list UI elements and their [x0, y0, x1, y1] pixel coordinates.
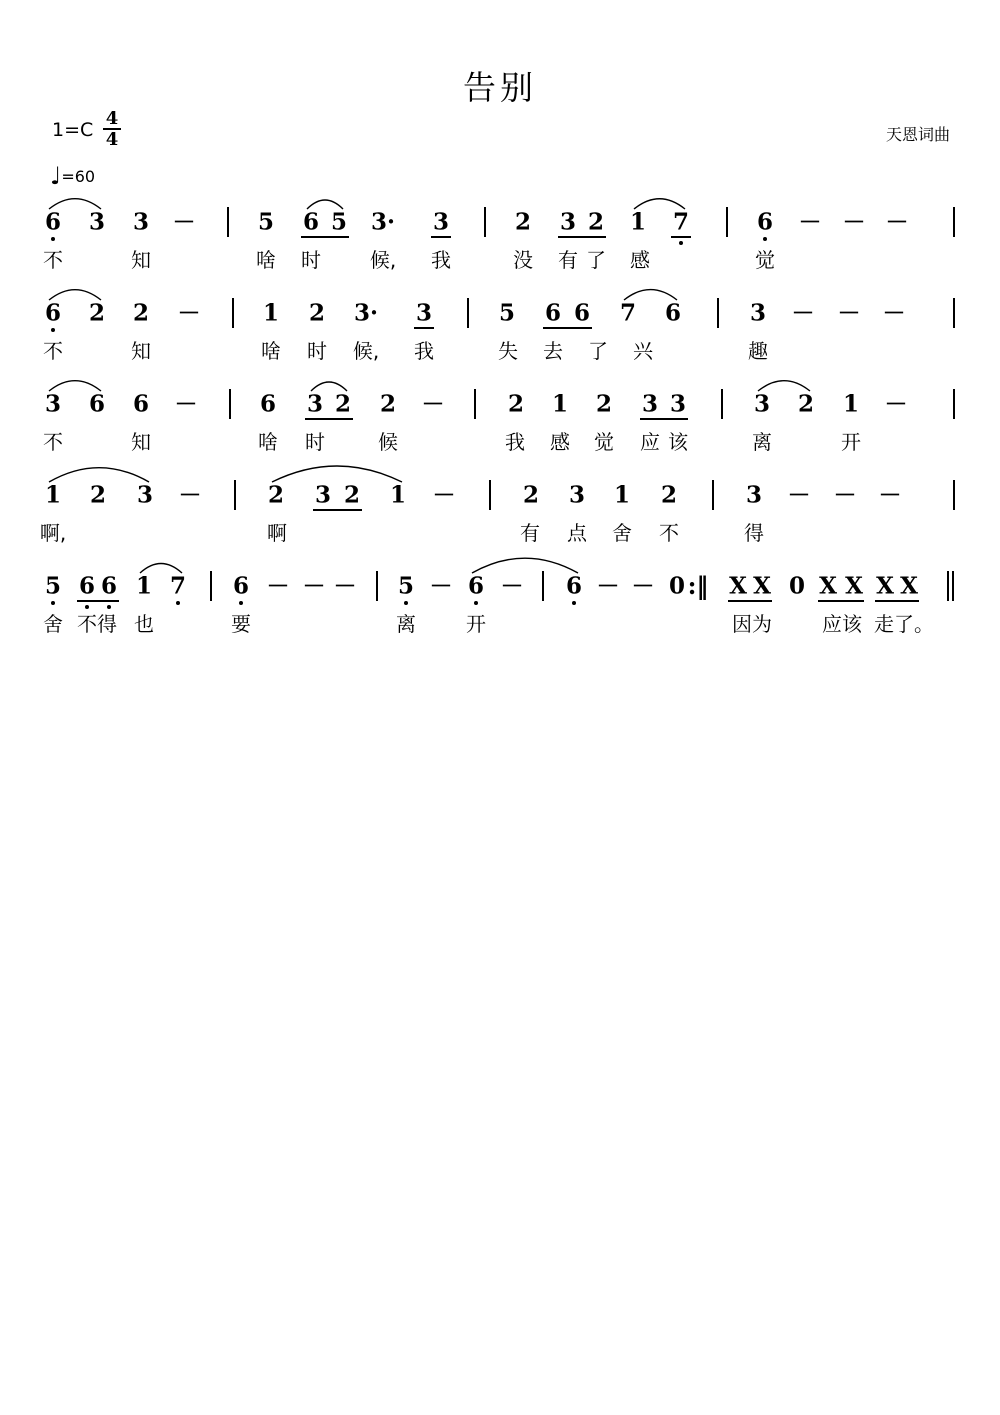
note: 2 [507, 390, 525, 418]
time-signature-bottom: 4 [105, 129, 119, 150]
lyric: 感 [630, 248, 650, 272]
note: 0 [668, 572, 686, 600]
bar-line [953, 389, 955, 419]
lyric: 时 [307, 339, 327, 363]
note: 3 [753, 390, 771, 418]
lyric: 觉 [594, 430, 614, 454]
note: 3 [641, 390, 659, 418]
eighth-underline [313, 509, 362, 511]
note: 2 [88, 299, 106, 327]
note: 7 [672, 208, 690, 236]
lyric: 不 [43, 248, 63, 272]
note: 2 [379, 390, 397, 418]
lyric: 没 [513, 248, 533, 272]
song-title: 告别 [463, 68, 537, 107]
note: 3 [432, 208, 450, 236]
lyric: 离 [752, 430, 772, 454]
lyric: 去 [543, 339, 563, 363]
slur [472, 558, 578, 573]
note: 2 [89, 481, 107, 509]
lyric: 点 [567, 521, 587, 545]
eighth-underline [875, 600, 919, 602]
sustain-dash: － [882, 299, 906, 327]
lyric: 失 [498, 339, 518, 363]
slur [758, 381, 810, 391]
bar-line [712, 480, 714, 510]
lyric: 啊 [267, 521, 287, 545]
note: 2 [308, 299, 326, 327]
lyric: 有 [520, 521, 540, 545]
octave-dot [51, 328, 55, 332]
sustain-dash: － [421, 390, 445, 418]
octave-dot [679, 241, 683, 245]
lyric: 候 [378, 430, 398, 454]
sustain-dash: － [174, 390, 198, 418]
note: 6 [756, 208, 774, 236]
octave-dot [176, 601, 180, 605]
note: 6 [44, 299, 62, 327]
eighth-underline [671, 236, 691, 238]
note: 2 [587, 208, 605, 236]
note: 5 [257, 208, 275, 236]
sustain-dash: － [429, 572, 453, 600]
lyric: 啥 [261, 339, 281, 363]
note: 5 [44, 572, 62, 600]
note: 6 [88, 390, 106, 418]
quarter-note-icon: ♩ [50, 162, 62, 190]
note: X [819, 572, 837, 600]
note: 3 [44, 390, 62, 418]
lyric: 觉 [755, 248, 775, 272]
lyric: 知 [131, 430, 151, 454]
note: 2 [334, 390, 352, 418]
lyric: 应该 [822, 612, 862, 636]
note: 1 [389, 481, 407, 509]
double-bar-line [947, 571, 949, 601]
key-signature: 1=C [52, 119, 94, 141]
octave-dot [51, 601, 55, 605]
lyric: 我 [505, 430, 525, 454]
lyric: 我 [431, 248, 451, 272]
lyric: 时 [301, 248, 321, 272]
bar-line [229, 389, 231, 419]
note: X [753, 572, 771, 600]
sustain-dash: － [302, 572, 326, 600]
lyric: 了 [588, 339, 608, 363]
lyric: 开 [841, 430, 861, 454]
sustain-dash: － [432, 481, 456, 509]
eighth-underline [301, 236, 349, 238]
note: 1 [135, 572, 153, 600]
note: 1 [551, 390, 569, 418]
octave-dot [51, 237, 55, 241]
lyric: 舍 [43, 612, 63, 636]
note: 2 [267, 481, 285, 509]
note: X [900, 572, 918, 600]
note: 6 [100, 572, 118, 600]
sustain-dash: － [787, 481, 811, 509]
tempo-value: =60 [61, 167, 96, 186]
eighth-underline [543, 327, 592, 329]
time-signature-top: 4 [105, 108, 119, 129]
bar-line [376, 571, 378, 601]
note: 3 [669, 390, 687, 418]
bar-line [542, 571, 544, 601]
sustain-dash: － [177, 299, 201, 327]
author-credit: 天恩词曲 [885, 125, 950, 144]
note: 2 [522, 481, 540, 509]
slur [634, 199, 685, 209]
sustain-dash: － [178, 481, 202, 509]
slur [49, 468, 149, 482]
bar-line [721, 389, 723, 419]
note: 3· [353, 299, 379, 327]
sustain-dash: － [878, 481, 902, 509]
bar-line [474, 389, 476, 419]
note: 3 [88, 208, 106, 236]
note: 2 [514, 208, 532, 236]
sustain-dash: － [798, 208, 822, 236]
bar-line [726, 207, 728, 237]
lyric: 候, [369, 248, 397, 272]
note: 3 [314, 481, 332, 509]
note: 6 [78, 572, 96, 600]
note: 2 [660, 481, 678, 509]
note: 0 [788, 572, 806, 600]
lyric: 该 [668, 430, 688, 454]
lyric: 应 [640, 430, 660, 454]
repeat-sign: :‖ [687, 571, 709, 600]
note: 5 [330, 208, 348, 236]
lyric: 开 [466, 612, 486, 636]
note: 6 [232, 572, 250, 600]
note: 2 [343, 481, 361, 509]
note: 6 [664, 299, 682, 327]
note: 6 [573, 299, 591, 327]
note: 7 [169, 572, 187, 600]
note: 1 [629, 208, 647, 236]
slur [49, 290, 101, 300]
slur [272, 466, 402, 482]
note: 6 [544, 299, 562, 327]
lyric: 舍 [612, 521, 632, 545]
lyric: 知 [131, 248, 151, 272]
note: 3 [749, 299, 767, 327]
eighth-underline [728, 600, 772, 602]
sustain-dash: － [833, 481, 857, 509]
lyric: 趣 [748, 339, 768, 363]
bar-line [953, 207, 955, 237]
note: X [845, 572, 863, 600]
note: 2 [132, 299, 150, 327]
bar-line [952, 571, 954, 601]
bar-line [227, 207, 229, 237]
lyric: 啊, [39, 521, 67, 545]
note: 6 [132, 390, 150, 418]
note: X [876, 572, 894, 600]
slur [624, 290, 677, 300]
lyric: 感 [550, 430, 570, 454]
note: 3 [136, 481, 154, 509]
sustain-dash: － [842, 208, 866, 236]
note: 6 [302, 208, 320, 236]
note: 5 [498, 299, 516, 327]
eighth-underline [77, 600, 119, 602]
eighth-underline [640, 418, 688, 420]
lyric: 时 [305, 430, 325, 454]
octave-dot [404, 601, 408, 605]
lyric: 知 [131, 339, 151, 363]
bar-line [489, 480, 491, 510]
note: 1 [262, 299, 280, 327]
sustain-dash: － [333, 572, 357, 600]
lyric: 要 [231, 612, 251, 636]
bar-line [484, 207, 486, 237]
note: 3 [415, 299, 433, 327]
sustain-dash: － [631, 572, 655, 600]
octave-dot [572, 601, 576, 605]
note: 6 [565, 572, 583, 600]
note: 7 [619, 299, 637, 327]
bar-line [210, 571, 212, 601]
lyric: 得 [744, 521, 764, 545]
sustain-dash: － [172, 208, 196, 236]
lyric: 啥 [258, 430, 278, 454]
bar-line [234, 480, 236, 510]
sustain-dash: － [500, 572, 524, 600]
bar-line [232, 298, 234, 328]
lyric: 因为 [732, 612, 772, 636]
sustain-dash: － [596, 572, 620, 600]
note: 6 [44, 208, 62, 236]
slur [49, 199, 101, 209]
eighth-underline [414, 327, 434, 329]
octave-dot [763, 237, 767, 241]
bar-line [717, 298, 719, 328]
octave-dot [239, 601, 243, 605]
lyric: 了 [586, 248, 606, 272]
lyric: 有 [558, 248, 578, 272]
bar-line [953, 298, 955, 328]
note: 6 [259, 390, 277, 418]
lyric: 不得 [77, 612, 117, 636]
sustain-dash: － [885, 208, 909, 236]
note: 1 [842, 390, 860, 418]
bar-line [467, 298, 469, 328]
sustain-dash: － [791, 299, 815, 327]
lyric: 兴 [633, 339, 653, 363]
note: 1 [613, 481, 631, 509]
note: 2 [797, 390, 815, 418]
lyric: 离 [396, 612, 416, 636]
note: X [729, 572, 747, 600]
sustain-dash: － [837, 299, 861, 327]
eighth-underline [305, 418, 353, 420]
note: 3 [559, 208, 577, 236]
note: 1 [44, 481, 62, 509]
lyric: 候, [352, 339, 380, 363]
note: 3 [745, 481, 763, 509]
lyric: 不 [43, 430, 63, 454]
eighth-underline [818, 600, 864, 602]
lyric: 走了。 [874, 612, 934, 636]
eighth-underline [558, 236, 606, 238]
lyric: 我 [414, 339, 434, 363]
note: 2 [595, 390, 613, 418]
lyric: 不 [43, 339, 63, 363]
eighth-underline [431, 236, 451, 238]
note: 3 [568, 481, 586, 509]
note: 3 [132, 208, 150, 236]
sustain-dash: － [266, 572, 290, 600]
note: 6 [467, 572, 485, 600]
note: 3 [306, 390, 324, 418]
sustain-dash: － [884, 390, 908, 418]
note: 5 [397, 572, 415, 600]
lyric: 也 [134, 612, 154, 636]
note: 3· [370, 208, 396, 236]
octave-dot [85, 605, 89, 609]
octave-dot [107, 605, 111, 609]
lyric: 啥 [256, 248, 276, 272]
lyric: 不 [659, 521, 679, 545]
slur [49, 381, 101, 391]
octave-dot [474, 601, 478, 605]
bar-line [953, 480, 955, 510]
